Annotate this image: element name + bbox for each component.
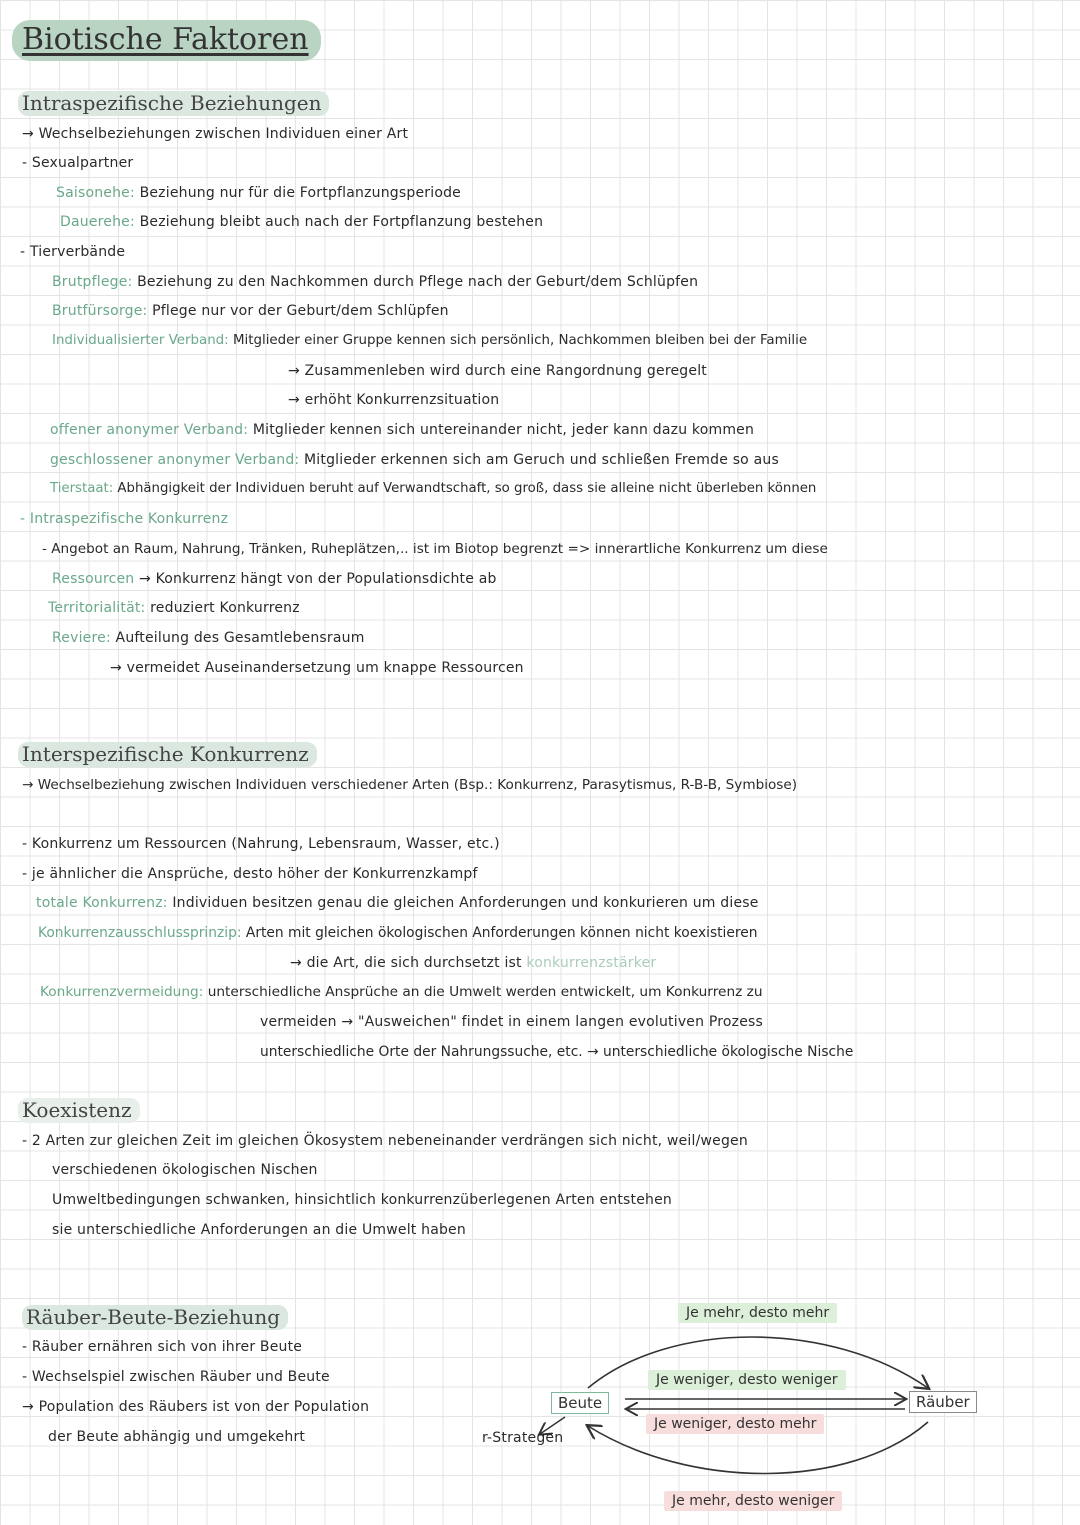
raeuber-line4: der Beute abhängig und umgekehrt bbox=[48, 1429, 306, 1445]
offener-verband-term: offener anonymer Verband: bbox=[50, 422, 249, 438]
je-weniger-desto-mehr-label: Je weniger, desto mehr bbox=[646, 1414, 824, 1434]
brutfuersorge-line bbox=[52, 303, 449, 319]
heading-interspezifische-konkurrenz: Interspezifische Konkurrenz bbox=[18, 742, 317, 767]
konkurrenzstaerker-term: konkurrenzstärker bbox=[526, 955, 657, 971]
saisonehe-term: Saisonehe: bbox=[56, 185, 135, 201]
je-weniger-desto-weniger-label: Je weniger, desto weniger bbox=[648, 1370, 846, 1390]
tierstaat-line bbox=[50, 481, 816, 496]
sexualpartner-label: - Sexualpartner bbox=[22, 155, 134, 171]
konkurrenzausschluss-sub-text: → die Art, die sich durchsetzt ist bbox=[290, 955, 522, 971]
individualisierter-verband-sub1: → Zusammenleben wird durch eine Rangordnung geregelt bbox=[288, 363, 707, 379]
koexistenz-line1: - 2 Arten zur gleichen Zeit im gleichen Ökosystem nebeneinander verdrängen sich nicht, weil/wegen bbox=[22, 1133, 748, 1149]
konkurrenzvermeidung-line bbox=[40, 984, 763, 1000]
offener-verband-line bbox=[50, 422, 754, 438]
reviere-sub: → vermeidet Auseinandersetzung um knappe Ressourcen bbox=[110, 660, 524, 676]
angebot-line: - Angebot an Raum, Nahrung, Tränken, Ruheplätzen,.. ist im Biotop begrenzt => innerartliche Konkurrenz um diese bbox=[42, 541, 828, 557]
brutpflege-definition: Beziehung zu den Nachkommen durch Pflege nach der Geburt/dem Schlüpfen bbox=[137, 274, 699, 290]
konkurrenzausschlussprinzip-line bbox=[38, 925, 757, 941]
territorialitaet-term: Territorialität: bbox=[48, 600, 146, 616]
geschlossener-verband-term: geschlossener anonymer Verband: bbox=[50, 452, 300, 468]
saisonehe-definition: Beziehung nur für die Fortpflanzungsperiode bbox=[139, 185, 461, 201]
heading-koexistenz: Koexistenz bbox=[18, 1098, 140, 1123]
reviere-term: Reviere: bbox=[52, 630, 111, 646]
konkurrenzvermeidung-term: Konkurrenzvermeidung: bbox=[40, 984, 204, 1000]
brutpflege-term: Brutpflege: bbox=[52, 274, 133, 290]
raeuber-box: Räuber bbox=[909, 1391, 977, 1413]
inter-line-ressourcen: - Konkurrenz um Ressourcen (Nahrung, Lebensraum, Wasser, etc.) bbox=[22, 836, 500, 852]
tierstaat-term: Tierstaat: bbox=[50, 481, 114, 496]
individualisierter-verband-term: Individualisierter Verband: bbox=[52, 333, 229, 348]
page-title: Biotische Faktoren bbox=[12, 20, 321, 61]
intraspezifische-konkurrenz-label: - Intraspezifische Konkurrenz bbox=[20, 511, 229, 527]
inter-line-ansprueche: - je ähnlicher die Ansprüche, desto höher der Konkurrenzkampf bbox=[22, 866, 478, 882]
raeuber-line1: - Räuber ernähren sich von ihrer Beute bbox=[22, 1339, 303, 1355]
heading-intraspezifische-beziehungen: Intraspezifische Beziehungen bbox=[18, 91, 329, 116]
raeuber-line3: → Population des Räubers ist von der Population bbox=[22, 1399, 370, 1415]
konkurrenzvermeidung-definition: unterschiedliche Ansprüche an die Umwelt werden entwickelt, um Konkurrenz zu bbox=[207, 984, 763, 1000]
konkurrenzausschluss-sub bbox=[290, 955, 656, 971]
koexistenz-line3: Umweltbedingungen schwanken, hinsichtlich konkurrenzüberlegenen Arten entstehen bbox=[52, 1192, 672, 1208]
dauerehe-definition: Beziehung bleibt auch nach der Fortpflanzung bestehen bbox=[139, 214, 544, 230]
ressourcen-term: Ressourcen bbox=[52, 571, 135, 587]
saisonehe-line bbox=[56, 185, 461, 201]
individualisierter-verband-definition: Mitglieder einer Gruppe kennen sich persönlich, Nachkommen bleiben bei der Familie bbox=[232, 333, 808, 348]
je-mehr-desto-weniger-label: Je mehr, desto weniger bbox=[664, 1491, 842, 1511]
individualisierter-verband-line bbox=[52, 333, 807, 348]
brutpflege-line bbox=[52, 274, 698, 290]
individualisierter-verband-sub2: → erhöht Konkurrenzsituation bbox=[288, 392, 500, 408]
dauerehe-term: Dauerehe: bbox=[60, 214, 135, 230]
territorialitaet-line bbox=[48, 600, 300, 616]
reviere-definition: Aufteilung des Gesamtlebensraum bbox=[115, 630, 365, 646]
reviere-line bbox=[52, 630, 365, 646]
geschlossener-verband-definition: Mitglieder erkennen sich am Geruch und schließen Fremde so aus bbox=[304, 452, 779, 468]
raeuber-line2: - Wechselspiel zwischen Räuber und Beute bbox=[22, 1369, 330, 1385]
intra-intro: → Wechselbeziehungen zwischen Individuen einer Art bbox=[22, 126, 409, 142]
totale-konkurrenz-definition: Individuen besitzen genau die gleichen Anforderungen und konkurieren um diese bbox=[172, 895, 759, 911]
totale-konkurrenz-term: totale Konkurrenz: bbox=[36, 895, 168, 911]
r-strategen-label: r-Strategen bbox=[482, 1430, 564, 1446]
tierverbaende-label: - Tierverbände bbox=[20, 244, 126, 260]
ressourcen-definition: → Konkurrenz hängt von der Populationsdichte ab bbox=[139, 571, 497, 587]
inter-intro: → Wechselbeziehung zwischen Individuen verschiedener Arten (Bsp.: Konkurrenz, Parasytismus, R-B-B, Symbiose) bbox=[22, 777, 798, 793]
dauerehe-line bbox=[60, 214, 543, 230]
totale-konkurrenz-line bbox=[36, 895, 759, 911]
brutfuersorge-term: Brutfürsorge: bbox=[52, 303, 148, 319]
je-mehr-desto-mehr-label: Je mehr, desto mehr bbox=[678, 1303, 837, 1323]
konkurrenzvermeidung-line3: unterschiedliche Orte der Nahrungssuche, etc. → unterschiedliche ökologische Nische bbox=[260, 1044, 854, 1060]
koexistenz-line4: sie unterschiedliche Anforderungen an die Umwelt haben bbox=[52, 1222, 466, 1238]
territorialitaet-definition: reduziert Konkurrenz bbox=[150, 600, 300, 616]
ressourcen-line bbox=[52, 571, 497, 587]
brutfuersorge-definition: Pflege nur vor der Geburt/dem Schlüpfen bbox=[152, 303, 449, 319]
heading-raeuber-beute-beziehung: Räuber-Beute-Beziehung bbox=[22, 1305, 288, 1330]
konkurrenzausschlussprinzip-term: Konkurrenzausschlussprinzip: bbox=[38, 925, 242, 941]
konkurrenzausschlussprinzip-definition: Arten mit gleichen ökologischen Anforderungen können nicht koexistieren bbox=[245, 925, 758, 941]
koexistenz-line2: verschiedenen ökologischen Nischen bbox=[52, 1162, 318, 1178]
beute-box: Beute bbox=[551, 1392, 609, 1414]
tierstaat-definition: Abhängigkeit der Individuen beruht auf Verwandtschaft, so groß, dass sie alleine nicht überleben können bbox=[117, 481, 817, 496]
geschlossener-verband-line bbox=[50, 452, 779, 468]
konkurrenzvermeidung-line2: vermeiden → "Ausweichen" findet in einem langen evolutiven Prozess bbox=[260, 1014, 764, 1030]
offener-verband-definition: Mitglieder kennen sich untereinander nicht, jeder kann dazu kommen bbox=[252, 422, 755, 438]
